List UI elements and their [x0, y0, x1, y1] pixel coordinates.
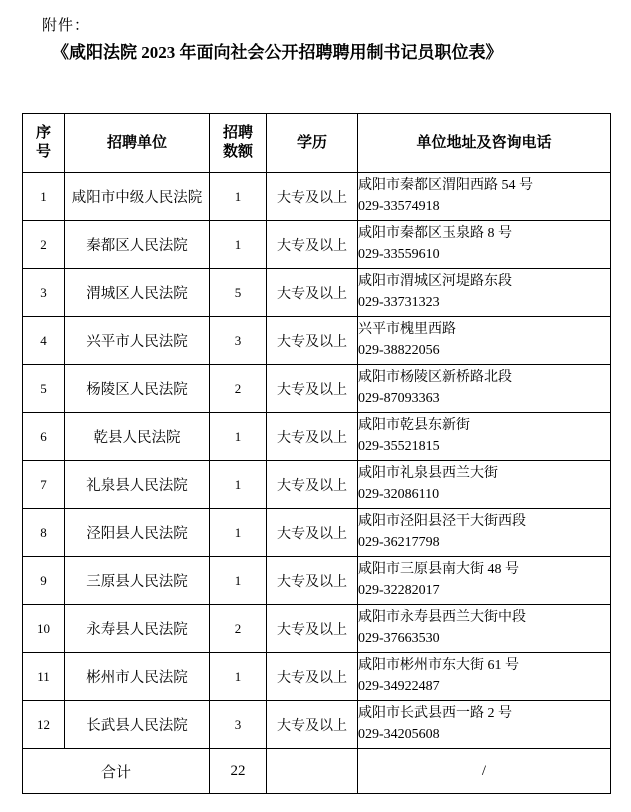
cell-unit: 杨陵区人民法院	[65, 365, 210, 413]
cell-phone-text: 029-33559610	[358, 246, 440, 262]
cell-index: 10	[23, 605, 65, 653]
cell-address	[358, 509, 611, 557]
cell-address-text: 咸阳市彬州市东大街 61 号	[358, 658, 519, 674]
table-row	[23, 269, 611, 317]
cell-index: 6	[23, 413, 65, 461]
cell-index: 5	[23, 365, 65, 413]
cell-address-text: 咸阳市泾阳县泾干大街西段	[358, 514, 526, 530]
cell-education: 大专及以上	[267, 221, 358, 269]
cell-quota: 2	[210, 605, 267, 653]
cell-phone-text: 029-38822056	[358, 342, 440, 358]
table-header	[23, 114, 611, 173]
total-quota: 22	[210, 749, 267, 794]
cell-address-text: 咸阳市秦都区渭阳西路 54 号	[358, 178, 533, 194]
table-header-row	[23, 114, 611, 173]
cell-education: 大专及以上	[267, 701, 358, 749]
cell-phone-text: 029-37663530	[358, 630, 440, 646]
cell-quota: 1	[210, 173, 267, 221]
cell-address	[358, 413, 611, 461]
cell-index: 8	[23, 509, 65, 557]
cell-unit: 泾阳县人民法院	[65, 509, 210, 557]
cell-phone-text: 029-34922487	[358, 678, 440, 694]
cell-quota: 1	[210, 653, 267, 701]
cell-quota: 5	[210, 269, 267, 317]
cell-education: 大专及以上	[267, 461, 358, 509]
cell-address	[358, 557, 611, 605]
cell-address	[358, 365, 611, 413]
cell-index: 1	[23, 173, 65, 221]
cell-address-text: 咸阳市礼泉县西兰大街	[358, 466, 498, 482]
cell-index: 9	[23, 557, 65, 605]
total-label: 合计	[23, 749, 210, 794]
attachment-label: 附件：	[42, 18, 91, 34]
table-row	[23, 461, 611, 509]
column-header-unit: 招聘单位	[65, 114, 210, 173]
cell-unit: 永寿县人民法院	[65, 605, 210, 653]
column-header-quota-line2: 数额	[222, 144, 253, 160]
table-row	[23, 701, 611, 749]
cell-phone-text: 029-36217798	[358, 534, 440, 550]
table-row	[23, 413, 611, 461]
cell-address	[358, 221, 611, 269]
cell-quota: 1	[210, 509, 267, 557]
cell-phone-text: 029-32282017	[358, 582, 440, 598]
cell-education: 大专及以上	[267, 509, 358, 557]
table-row	[23, 557, 611, 605]
cell-phone-text: 029-34205608	[358, 726, 440, 742]
cell-education: 大专及以上	[267, 557, 358, 605]
cell-address	[358, 461, 611, 509]
column-header-quota-line1: 招聘	[222, 124, 253, 141]
cell-unit: 秦都区人民法院	[65, 221, 210, 269]
cell-unit: 乾县人民法院	[65, 413, 210, 461]
cell-phone-text: 029-33574918	[358, 198, 440, 214]
cell-education: 大专及以上	[267, 413, 358, 461]
cell-quota: 1	[210, 461, 267, 509]
table-row	[23, 605, 611, 653]
cell-unit: 三原县人民法院	[65, 557, 210, 605]
table-row	[23, 221, 611, 269]
cell-education: 大专及以上	[267, 173, 358, 221]
cell-address-text: 咸阳市永寿县西兰大街中段	[358, 610, 526, 626]
table-row	[23, 173, 611, 221]
cell-address-text: 咸阳市秦都区玉泉路 8 号	[358, 226, 512, 242]
cell-address	[358, 701, 611, 749]
cell-address-text: 咸阳市渭城区河堤路东段	[358, 274, 512, 290]
cell-quota: 2	[210, 365, 267, 413]
cell-address-text: 咸阳市乾县东新街	[358, 418, 470, 434]
cell-education: 大专及以上	[267, 269, 358, 317]
column-header-index	[23, 114, 65, 173]
cell-unit: 彬州市人民法院	[65, 653, 210, 701]
cell-index: 11	[23, 653, 65, 701]
total-education	[267, 749, 358, 794]
cell-unit: 咸阳市中级人民法院	[65, 173, 210, 221]
column-header-address: 单位地址及咨询电话	[358, 114, 611, 173]
cell-unit: 渭城区人民法院	[65, 269, 210, 317]
cell-address	[358, 653, 611, 701]
page-title: 《咸阳法院 2023 年面向社会公开招聘聘用制书记员职位表》	[52, 43, 503, 62]
cell-education: 大专及以上	[267, 365, 358, 413]
table-row	[23, 317, 611, 365]
cell-address	[358, 605, 611, 653]
table-row	[23, 653, 611, 701]
position-table	[22, 113, 611, 794]
cell-quota: 1	[210, 557, 267, 605]
cell-quota: 3	[210, 317, 267, 365]
table-footer	[23, 749, 611, 794]
cell-index: 4	[23, 317, 65, 365]
table-body	[23, 173, 611, 749]
total-address: /	[358, 749, 611, 794]
cell-index: 12	[23, 701, 65, 749]
column-header-education: 学历	[267, 114, 358, 173]
cell-index: 2	[23, 221, 65, 269]
cell-quota: 1	[210, 413, 267, 461]
cell-phone-text: 029-32086110	[358, 486, 440, 502]
cell-address-text: 咸阳市长武县西一路 2 号	[358, 706, 512, 722]
cell-quota: 1	[210, 221, 267, 269]
table-row	[23, 509, 611, 557]
position-table-container	[22, 113, 610, 794]
cell-unit: 长武县人民法院	[65, 701, 210, 749]
cell-education: 大专及以上	[267, 605, 358, 653]
cell-index: 3	[23, 269, 65, 317]
cell-quota: 3	[210, 701, 267, 749]
column-header-quota	[210, 114, 267, 173]
table-row	[23, 365, 611, 413]
cell-address-text: 咸阳市三原县南大街 48 号	[358, 562, 519, 578]
cell-unit: 礼泉县人民法院	[65, 461, 210, 509]
cell-phone-text: 029-87093363	[358, 390, 440, 406]
column-header-index-line2: 号	[35, 144, 51, 160]
cell-address	[358, 173, 611, 221]
cell-index: 7	[23, 461, 65, 509]
cell-education: 大专及以上	[267, 653, 358, 701]
cell-education: 大专及以上	[267, 317, 358, 365]
cell-phone-text: 029-33731323	[358, 294, 440, 310]
cell-address	[358, 269, 611, 317]
cell-unit: 兴平市人民法院	[65, 317, 210, 365]
column-header-index-line1: 序	[35, 124, 51, 141]
total-row	[23, 749, 611, 794]
cell-address-text: 兴平市槐里西路	[358, 322, 456, 338]
cell-address-text: 咸阳市杨陵区新桥路北段	[358, 370, 512, 386]
cell-phone-text: 029-35521815	[358, 438, 440, 454]
cell-address	[358, 317, 611, 365]
